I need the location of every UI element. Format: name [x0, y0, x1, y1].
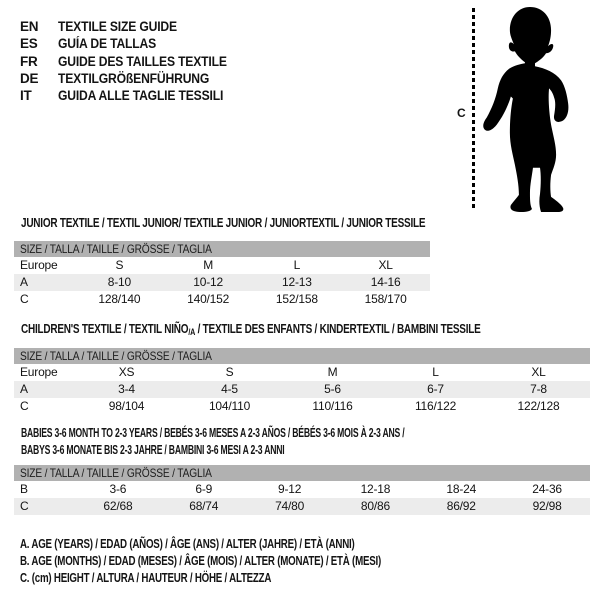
table-row-europe — [14, 364, 590, 381]
language-code: ES — [20, 36, 38, 52]
size-header-label: SIZE / TALLA / TAILLE / GRÖSSE / TAGLIA — [20, 466, 212, 480]
children-title-pre: CHILDREN'S TEXTILE / TEXTIL NIÑO — [21, 322, 189, 336]
size-cell: M — [327, 365, 338, 379]
height-measure-line — [472, 8, 475, 208]
age-cell: 3-4 — [118, 382, 135, 396]
size-cell: M — [203, 258, 214, 272]
babies-title-line2: BABYS 3-6 MONATE BIS 2-3 JAHRE / BAMBINI 3-6 MESI A 2-3 ANNI — [21, 443, 285, 457]
language-row — [20, 35, 246, 52]
height-marker-label: C — [457, 106, 466, 120]
row-label: Europe — [20, 258, 58, 272]
age-cell: 3-6 — [109, 482, 127, 496]
age-cell: 5-6 — [324, 382, 341, 396]
age-cell: 18-24 — [446, 482, 477, 496]
language-code: DE — [20, 71, 39, 87]
row-label: C — [20, 399, 29, 413]
size-header-label: SIZE / TALLA / TAILLE / GRÖSSE / TAGLIA — [20, 242, 212, 256]
legend — [20, 536, 483, 586]
language-title: GUÍA DE TALLAS — [58, 36, 157, 52]
height-cell: 92/98 — [532, 499, 562, 513]
legend-line-a — [20, 536, 483, 553]
size-cell: XS — [118, 365, 135, 379]
age-cell: 12-18 — [360, 482, 391, 496]
table-row-europe — [14, 257, 430, 274]
age-cell: 10-12 — [193, 275, 223, 289]
age-cell: 4-5 — [221, 382, 238, 396]
row-label: Europe — [20, 365, 58, 379]
language-row — [20, 53, 246, 70]
children-section-title — [21, 322, 595, 337]
children-section-title-text — [21, 322, 481, 337]
babies-section-title — [21, 425, 577, 459]
children-title-post: / TEXTILE DES ENFANTS / KINDERTEXTIL / BAMBINI TESSILE — [195, 322, 481, 336]
legend-line-b-text: B. AGE (MONTHS) / EDAD (MESES) / ÂGE (MOIS) / ALTER (MONATE) / ETÀ (MESI) — [20, 553, 381, 568]
size-cell: L — [432, 365, 439, 379]
height-cell: 128/140 — [98, 292, 141, 306]
height-cell: 98/104 — [108, 399, 145, 413]
size-cell: S — [225, 365, 234, 379]
size-header-bar — [14, 348, 590, 364]
language-list — [20, 18, 246, 104]
babies-title-line1: BABIES 3-6 MONTH TO 2-3 YEARS / BEBÉS 3-6 MESES A 2-3 AÑOS / BÉBÉS 3-6 MOIS À 2-3 ANS / — [21, 426, 405, 440]
height-cell: 158/170 — [364, 292, 407, 306]
row-label: C — [20, 292, 29, 306]
table-row-age — [14, 274, 430, 291]
age-cell: 6-7 — [427, 382, 444, 396]
table-row-age — [14, 381, 590, 398]
language-title: GUIDE DES TAILLES TEXTILE — [58, 53, 227, 69]
row-label: C — [20, 499, 29, 513]
children-title-sub: /A — [188, 327, 196, 337]
size-header-bar — [14, 241, 430, 257]
language-row — [20, 70, 246, 87]
language-title: TEXTILE SIZE GUIDE — [58, 19, 177, 35]
language-code: FR — [20, 53, 38, 69]
junior-section-title-text: JUNIOR TEXTILE / TEXTIL JUNIOR/ TEXTILE JUNIOR / JUNIORTEXTIL / JUNIOR TESSILE — [21, 216, 426, 230]
age-cell: 12-13 — [282, 275, 312, 289]
row-label: A — [20, 382, 28, 396]
legend-line-b — [20, 553, 483, 570]
age-cell: 6-9 — [195, 482, 213, 496]
size-cell: XL — [531, 365, 546, 379]
legend-line-c-text: C. (cm) HEIGHT / ALTURA / HAUTEUR / HÖHE / ALTEZZA — [20, 570, 272, 585]
size-header-bar — [14, 465, 590, 481]
height-cell: 62/68 — [103, 499, 133, 513]
junior-size-table — [14, 241, 430, 308]
size-cell: L — [293, 258, 301, 272]
height-cell: 116/122 — [414, 399, 457, 413]
children-size-table — [14, 348, 590, 415]
toddler-silhouette-icon — [481, 5, 593, 212]
age-cell: 7-8 — [530, 382, 547, 396]
height-cell: 80/86 — [360, 499, 390, 513]
table-row-height — [14, 498, 590, 515]
row-label: A — [20, 275, 28, 289]
table-row-height — [14, 398, 590, 415]
height-cell: 68/74 — [189, 499, 219, 513]
babies-size-table — [14, 465, 590, 515]
height-cell: 110/116 — [312, 399, 353, 413]
height-cell: 74/80 — [275, 499, 305, 513]
legend-line-c — [20, 570, 483, 587]
language-row — [20, 18, 246, 35]
height-cell: 152/158 — [275, 292, 318, 306]
language-title: GUIDA ALLE TAGLIE TESSILI — [58, 88, 224, 104]
junior-section-title — [21, 216, 526, 230]
table-row-age-months — [14, 481, 590, 498]
size-cell: S — [115, 258, 124, 272]
age-cell: 8-10 — [107, 275, 131, 289]
language-code: IT — [20, 88, 32, 104]
row-label: B — [20, 482, 28, 496]
size-header-label: SIZE / TALLA / TAILLE / GRÖSSE / TAGLIA — [20, 349, 212, 363]
height-cell: 140/152 — [187, 292, 230, 306]
height-cell: 122/128 — [517, 399, 560, 413]
age-cell: 14-16 — [370, 275, 401, 289]
age-cell: 9-12 — [277, 482, 302, 496]
language-code: EN — [20, 19, 39, 35]
age-cell: 24-36 — [532, 482, 562, 496]
language-row — [20, 87, 246, 104]
height-cell: 104/110 — [208, 399, 251, 413]
table-row-height — [14, 291, 430, 308]
size-cell: XL — [378, 258, 393, 272]
height-cell: 86/92 — [446, 499, 476, 513]
language-title: TEXTILGRÖßENFÜHRUNG — [58, 71, 210, 87]
legend-line-a-text: A. AGE (YEARS) / EDAD (AÑOS) / ÂGE (ANS) / ALTER (JAHRE) / ETÀ (ANNI) — [20, 537, 355, 551]
